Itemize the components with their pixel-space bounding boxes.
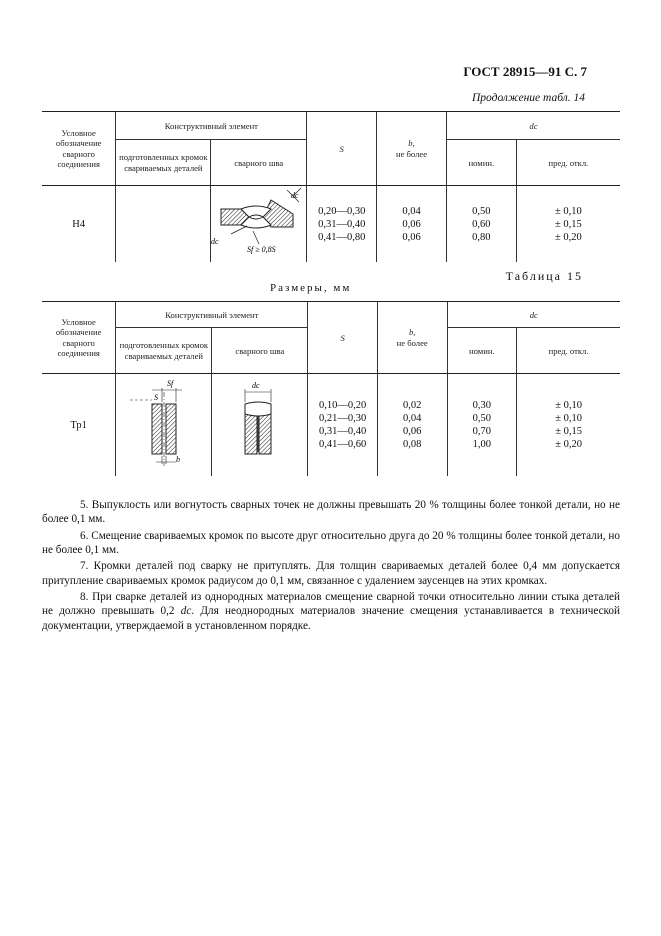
row-s-values: 0,10—0,20 0,21—0,30 0,31—0,40 0,41—0,60 xyxy=(308,374,378,477)
header-structural-element: Конструктивный элемент xyxy=(116,302,308,328)
row-dc-tolerance-values: ± 0,10 ± 0,10 ± 0,15 ± 0,20 xyxy=(517,374,620,477)
paragraph-5: 5. Выпуклость или вогнутость сварных точек не должны превышать 20 % толщины более тонкой детали, но не более 0,1 мм. xyxy=(42,499,620,526)
header-prepared-edges: подготовленных кромок свариваемых деталей xyxy=(116,140,211,186)
header-weld: сварного шва xyxy=(211,140,307,186)
row-dc-tolerance-values: ± 0,10 ± 0,15 ± 0,20 xyxy=(516,186,620,263)
prepared-edges-figure-cell xyxy=(116,186,211,263)
paragraph-8-dc: dc xyxy=(180,605,192,618)
row-designation: Тр1 xyxy=(70,419,87,431)
header-b: b, не более xyxy=(377,112,447,186)
header-dc: dc xyxy=(447,302,620,328)
weld-figure-cell xyxy=(211,186,307,263)
header-s: S xyxy=(307,112,377,186)
header-designation: Условное обозначение сварного соединения xyxy=(42,112,116,186)
header-s: S xyxy=(308,302,378,374)
tr1-weld-diagram xyxy=(212,374,307,472)
header-dc-tolerance: пред. откл. xyxy=(516,140,620,186)
header-designation: Условное обозначение сварного соединения xyxy=(42,302,116,374)
table-14 xyxy=(42,111,620,262)
table-15-subtitle: Размеры, мм xyxy=(270,282,352,294)
tr1-dc-label: dc xyxy=(252,381,260,390)
header-dc-nominal: номин. xyxy=(446,140,516,186)
paragraph-6: 6. Смещение свариваемых кромок по высоте друг относительно друга до 20 % толщины более тонкой детали, но не более 0,1 мм. xyxy=(42,529,620,556)
tr1-sf-label: Sf xyxy=(167,379,174,388)
prepared-edges-figure-cell xyxy=(116,374,212,477)
row-b-values: 0,04 0,06 0,06 xyxy=(377,186,447,263)
header-dc-nominal: номин. xyxy=(447,328,517,374)
paragraph-7: 7. Кромки деталей под сварку не притуплять. Для толщин свариваемых деталей более 0,4 мм допускается притупление свариваемых кромок радиусом до 0,1 мм, связанное с удалением заусенцев на этих кромках. xyxy=(42,560,620,587)
header-b: b, не более xyxy=(377,302,447,374)
table-row xyxy=(42,374,620,477)
h4-dc-label-left: dc xyxy=(211,237,219,246)
row-designation: Н4 xyxy=(72,218,86,230)
tr1-b-label: b xyxy=(176,455,181,464)
header-structural-element: Конструктивный элемент xyxy=(116,112,307,140)
body-text xyxy=(42,498,620,635)
tr1-s-label: S xyxy=(154,393,159,402)
weld-h4-diagram xyxy=(211,186,306,258)
h4-sf-label: Sf ≥ 0,8S xyxy=(247,245,276,254)
table-row xyxy=(42,186,620,263)
table-15 xyxy=(42,301,620,476)
tr1-prepared-edges-diagram xyxy=(116,374,211,472)
table-15-label: Таблица 15 xyxy=(505,269,583,283)
h4-dc-label-top: dc xyxy=(291,191,299,200)
weld-figure-cell xyxy=(212,374,308,477)
header-prepared-edges: подготовленных кромок свариваемых деталей xyxy=(116,328,212,374)
table-continuation-label: Продолжение табл. 14 xyxy=(472,92,585,104)
header-weld: сварного шва xyxy=(212,328,308,374)
row-dc-nominal-values: 0,50 0,60 0,80 xyxy=(446,186,516,263)
row-dc-nominal-values: 0,30 0,50 0,70 1,00 xyxy=(447,374,517,477)
paragraph-8: 8. При сварке деталей из однородных материалов смещение сварной точки относительно линии стыка деталей не должно превышать 0,2 dc. Для неоднородных материалов значение смещения устанавливается в технической документации, утверждаемой в установленном порядке. xyxy=(42,591,620,632)
header-dc: dc xyxy=(446,112,620,140)
document-reference: ГОСТ 28915—91 С. 7 xyxy=(463,64,587,79)
row-b-values: 0,02 0,04 0,06 0,08 xyxy=(377,374,447,477)
row-s-values: 0,20—0,30 0,31—0,40 0,41—0,80 xyxy=(307,186,377,263)
header-dc-tolerance: пред. откл. xyxy=(517,328,620,374)
